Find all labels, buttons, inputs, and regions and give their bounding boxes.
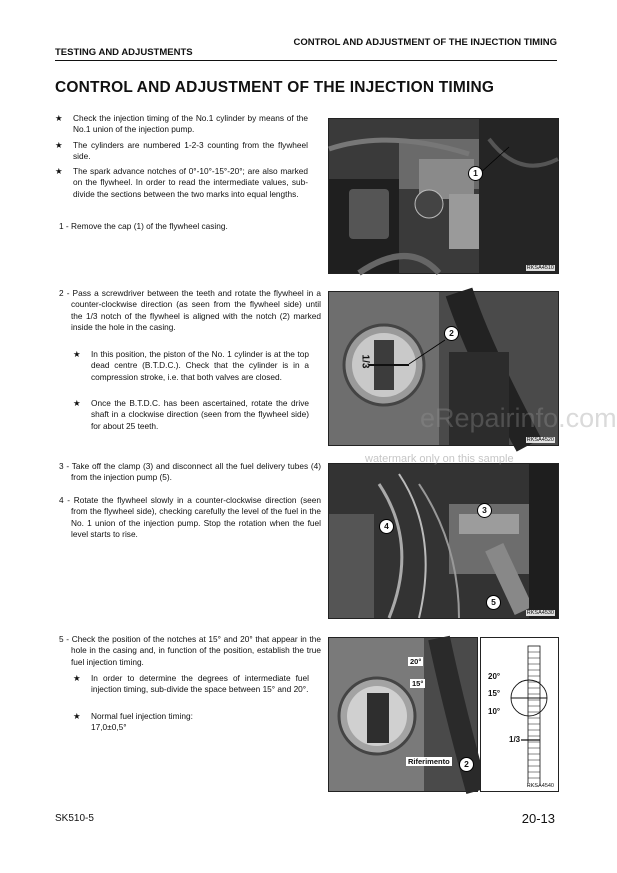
bullet-text: Check the injection timing of the No.1 cylinder by means of the No.1 union of the injection pump.	[73, 113, 308, 135]
page-title: CONTROL AND ADJUSTMENT OF THE INJECTION TIMING	[55, 79, 495, 96]
step-4: 4 - Rotate the flywheel slowly in a counter-clockwise direction (seen from the flywheel side), checking carefully the level of the fuel in the No. 1 union of the injection pump. Stop the rotation when the fuel level starts to rise.	[59, 495, 321, 540]
star-icon: ★	[73, 349, 81, 359]
callout-5: 5	[486, 595, 501, 610]
engine-photo-graphic	[329, 119, 558, 273]
bullet-text: The cylinders are numbered 1-2-3 counting from the flywheel side.	[73, 140, 308, 162]
note-item	[73, 398, 309, 432]
header-section-title: CONTROL AND ADJUSTMENT OF THE INJECTION TIMING	[293, 37, 557, 48]
star-icon: ★	[73, 711, 81, 721]
callout-4: 4	[379, 519, 394, 534]
step-3: 3 - Take off the clamp (3) and disconnect all the fuel delivery tubes (4) from the injection pump (5).	[59, 461, 321, 483]
bullet-item	[55, 140, 308, 163]
note-text: Normal fuel injection timing:	[91, 711, 193, 721]
step-5: 5 - Check the position of the notches at 15° and 20° that appear in the hole in the casing and, in function of the position, establish the true fuel injection timing.	[59, 634, 321, 667]
figure-code: RKSA4530	[526, 610, 554, 616]
injection-pump-photo	[328, 463, 559, 619]
footer-page-number: 20-13	[521, 811, 555, 826]
bullet-item	[55, 166, 308, 200]
step-2: 2 - Pass a screwdriver between the teeth and rotate the flywheel in a counter-clockwise direction (as seen from the flywheel side) until the 1/3 notch of the flywheel is aligned with the notch (2) marked inside the hole in the casing.	[59, 288, 321, 333]
star-icon: ★	[55, 113, 63, 123]
scale-10-label: 10°	[488, 707, 501, 716]
header-chapter-title: TESTING AND ADJUSTMENTS	[55, 47, 193, 58]
note-text: In order to determine the degrees of intermediate fuel injection timing, sub-divide the space between 15° and 20°.	[91, 673, 309, 695]
timing-scale-diagram	[480, 637, 559, 792]
star-icon: ★	[73, 398, 81, 408]
notch-15-label: 15°	[412, 679, 424, 688]
footer-model: SK510-5	[55, 813, 94, 824]
figure-code: RKSA4540	[526, 783, 554, 789]
star-icon: ★	[55, 140, 63, 150]
note-item	[73, 711, 309, 734]
callout-1: 1	[468, 166, 483, 181]
callout-2: 2	[444, 326, 459, 341]
scale-1-3-label: 1/3	[509, 735, 521, 744]
star-icon: ★	[55, 166, 63, 176]
notch-20-label: 20°	[410, 657, 422, 666]
bullet-text: The spark advance notches of 0°-10°-15°-20°; are also marked on the flywheel. In order to read the intermediate values, sub-divide the sections between the two marks into equal lengths.	[73, 166, 308, 199]
star-icon: ★	[73, 673, 81, 683]
bullet-item	[55, 113, 308, 136]
timing-value: 17,0±0,5°	[91, 722, 127, 733]
watermark-note: watermark only on this sample	[365, 453, 514, 465]
note-item	[73, 349, 309, 383]
header-divider	[55, 60, 557, 61]
timing-notch-photo	[328, 637, 478, 792]
scale-20-label: 20°	[488, 672, 501, 681]
engine-photo-cap	[328, 118, 559, 274]
timing-notch-photo-graphic	[329, 638, 477, 791]
callout-2: 2	[459, 757, 474, 772]
note-text: In this position, the piston of the No. 1 cylinder is at the top dead centre (B.T.D.C.). Check that the cylinder is in a compression stroke, i.e. that both valves are closed.	[91, 349, 309, 382]
scale-15-label: 15°	[488, 689, 501, 698]
reference-label: Riferimento	[408, 757, 450, 766]
note-text: Once the B.T.D.C. has been ascertained, rotate the drive shaft in a clockwise direction (seen from the flywheel side) for about 25 teeth.	[91, 398, 309, 431]
note-item	[73, 673, 309, 696]
figure-code: RKSA4520	[526, 437, 554, 443]
watermark-logo: eRepairinfo.com	[420, 403, 617, 433]
step-1: 1 - Remove the cap (1) of the flywheel casing.	[59, 221, 228, 231]
disc-label: 1/3	[359, 354, 371, 369]
injection-pump-photo-graphic	[329, 464, 558, 618]
callout-3: 3	[477, 503, 492, 518]
figure-code: RKSA4510	[526, 265, 554, 271]
